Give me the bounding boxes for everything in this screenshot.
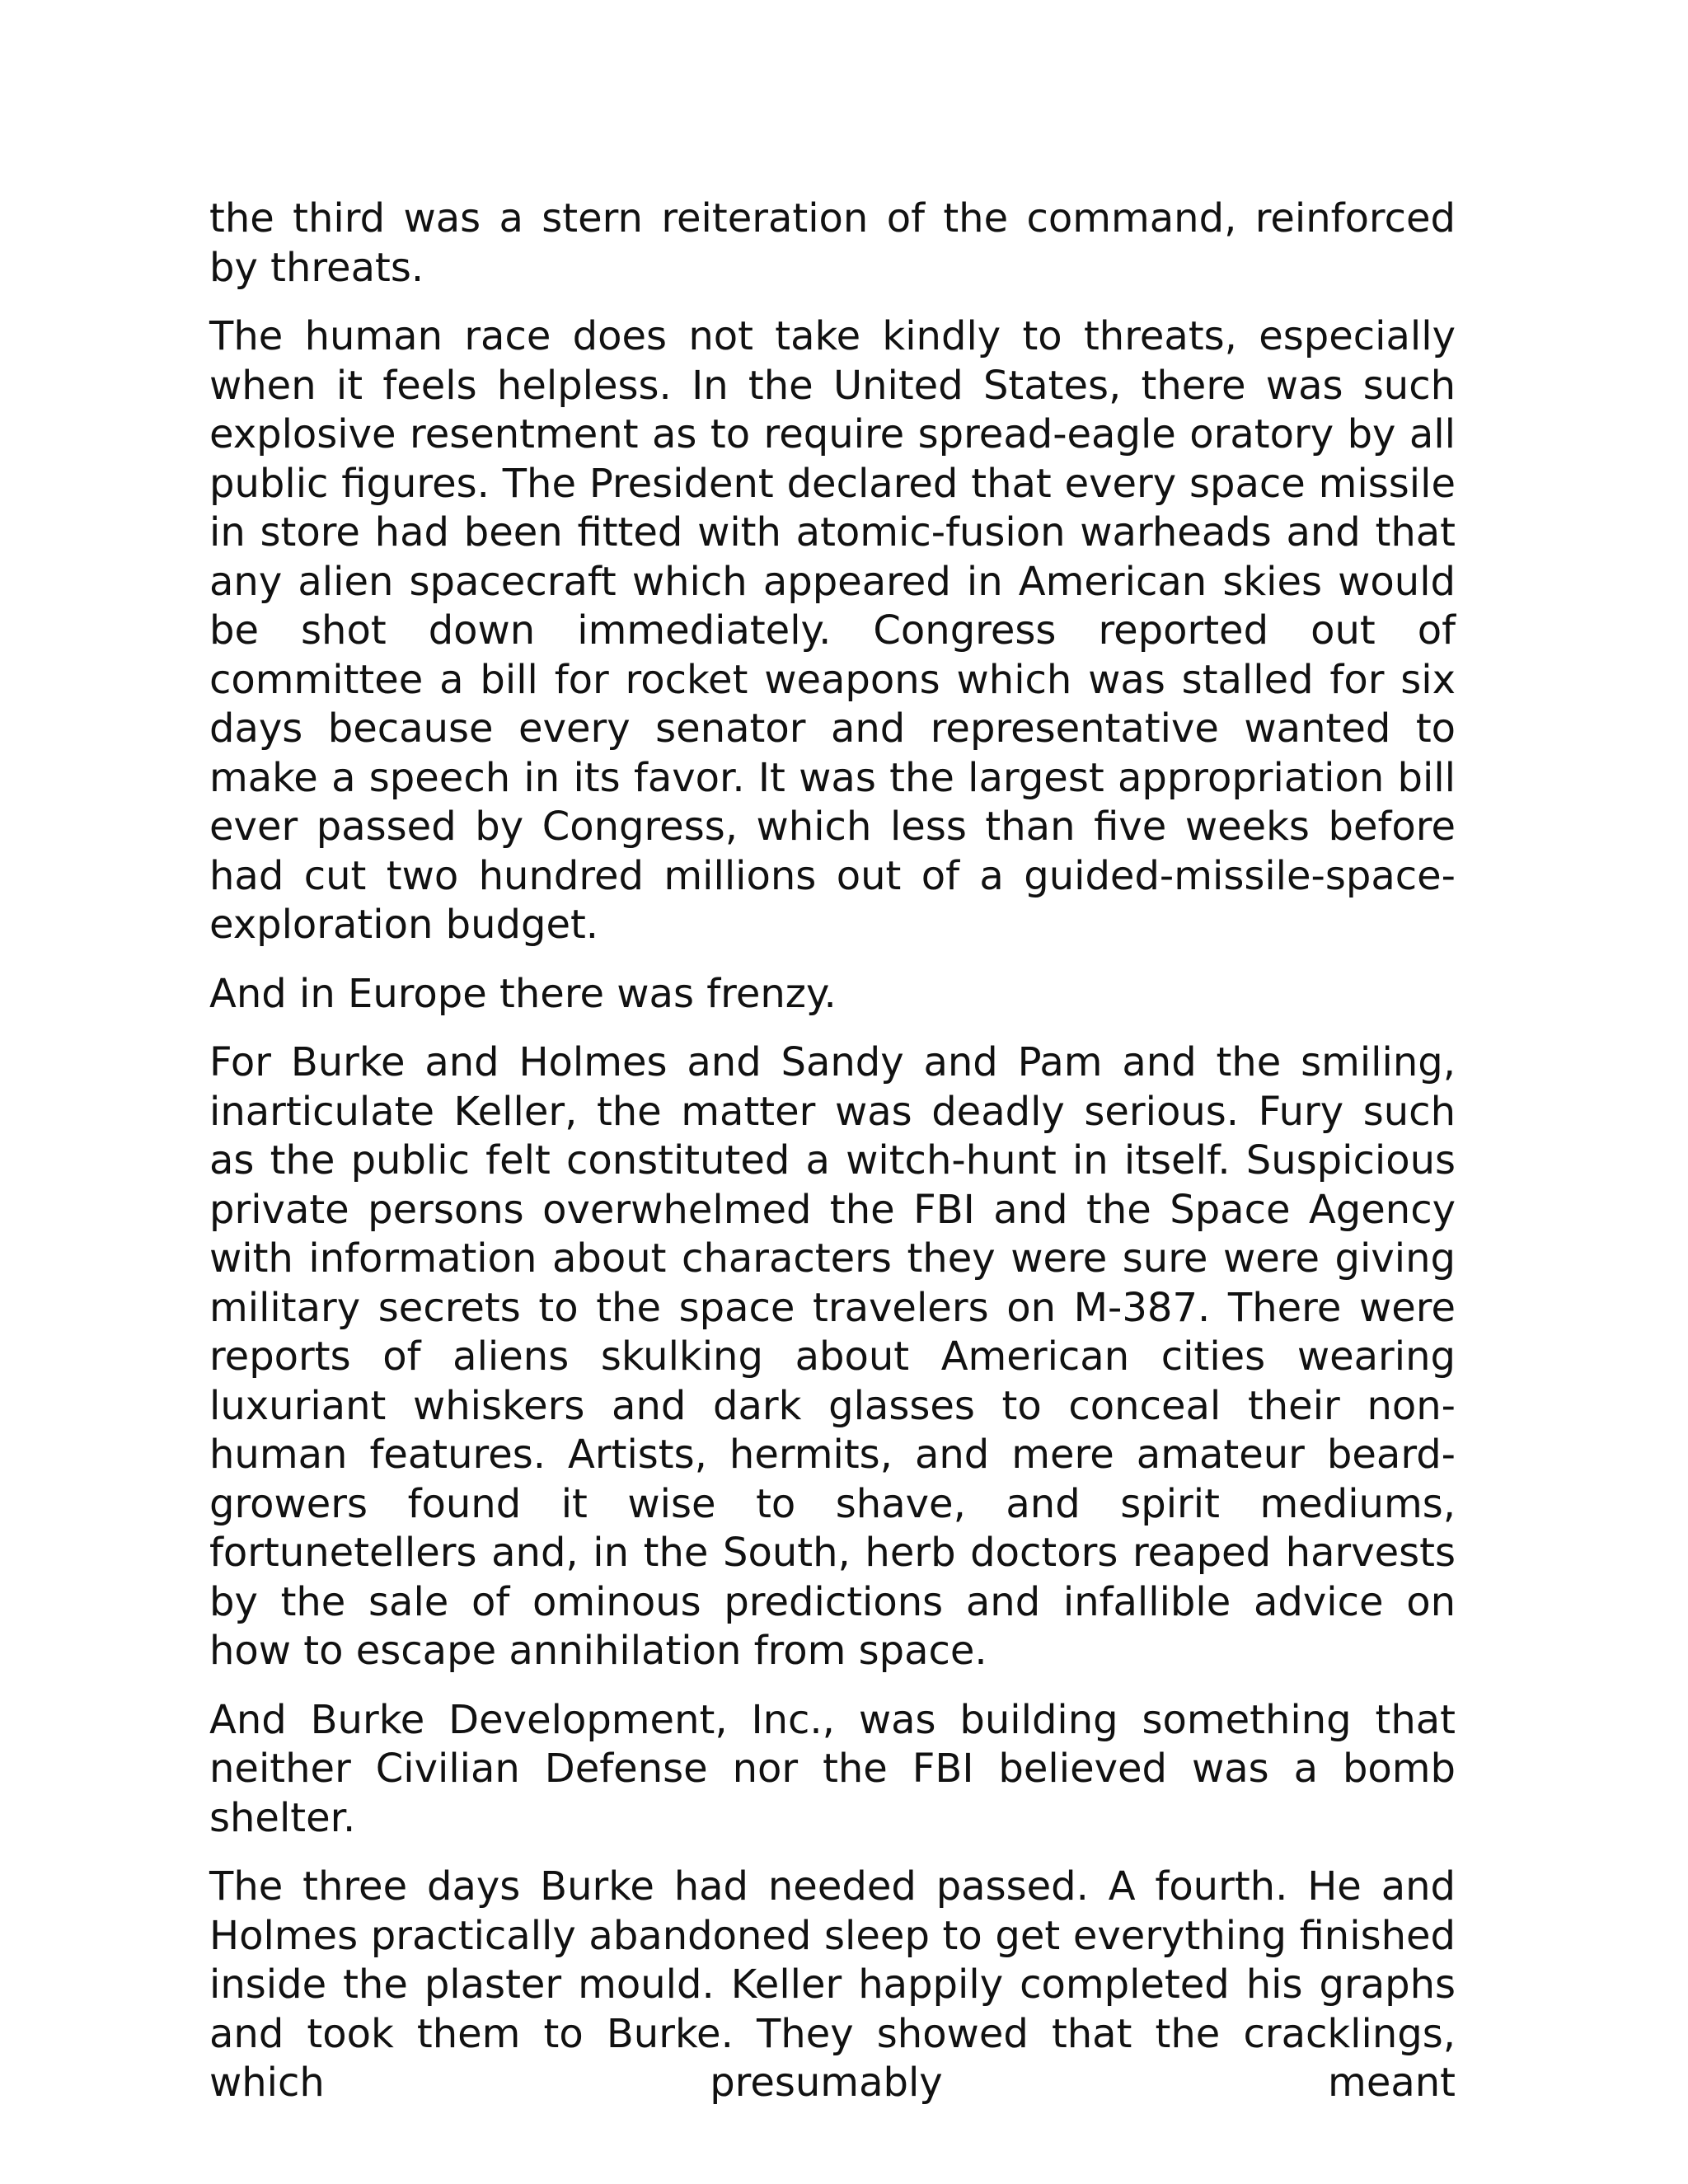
paragraph-threats-continuation: the third was a stern reiteration of the command, reinforced by threats. — [209, 195, 1456, 291]
body-text — [209, 194, 1456, 2128]
paragraph-human-race-reaction: The human race does not take kindly to threats, especially when it feels helpless. In the United States, there was such explosive resentment as to require spread-eagle oratory by all public figures. The President declared that every space missile in store had been fitted with atomic-fusion warheads and that any alien spacecraft which appeared in American skies would be shot down immediately. Congress reported out of committee a bill for rocket weapons which was stalled for six days because every senator and representative wanted to make a speech in its favor. It was the largest appropriation bill ever passed by Congress, which less than five weeks before had cut two hundred millions out of a guided-missile-space-exploration budget. — [209, 313, 1456, 948]
paragraph-europe-frenzy: And in Europe there was frenzy. — [209, 970, 837, 1017]
paragraph-three-days: The three days Burke had needed passed. A fourth. He and Holmes practically abandoned sleep to get everything finished inside the plaster mould. Keller happily completed his graphs and took them to Burke. They showed that the cracklings, which presumably meant — [209, 1863, 1456, 2106]
paragraph-burke-and-holmes: For Burke and Holmes and Sandy and Pam and the smiling, inarticulate Keller, the matter was deadly serious. Fury such as the public felt constituted a witch-hunt in itself. Suspicious private persons overwhelmed the FBI and the Space Agency with information about characters they were sure were giving military secrets to the space travelers on M-387. There were reports of aliens skulking about American cities wearing luxuriant whiskers and dark glasses to conceal their non-human features. Artists, hermits, and mere amateur beard-growers found it wise to shave, and spirit mediums, fortunetellers and, in the South, herb doctors reaped harvests by the sale of ominous predictions and infallible advice on how to escape annihilation from space. — [209, 1039, 1456, 1674]
paragraph-burke-development: And Burke Development, Inc., was building something that neither Civilian Defense nor the FBI believed was a bomb shelter. — [209, 1696, 1456, 1841]
